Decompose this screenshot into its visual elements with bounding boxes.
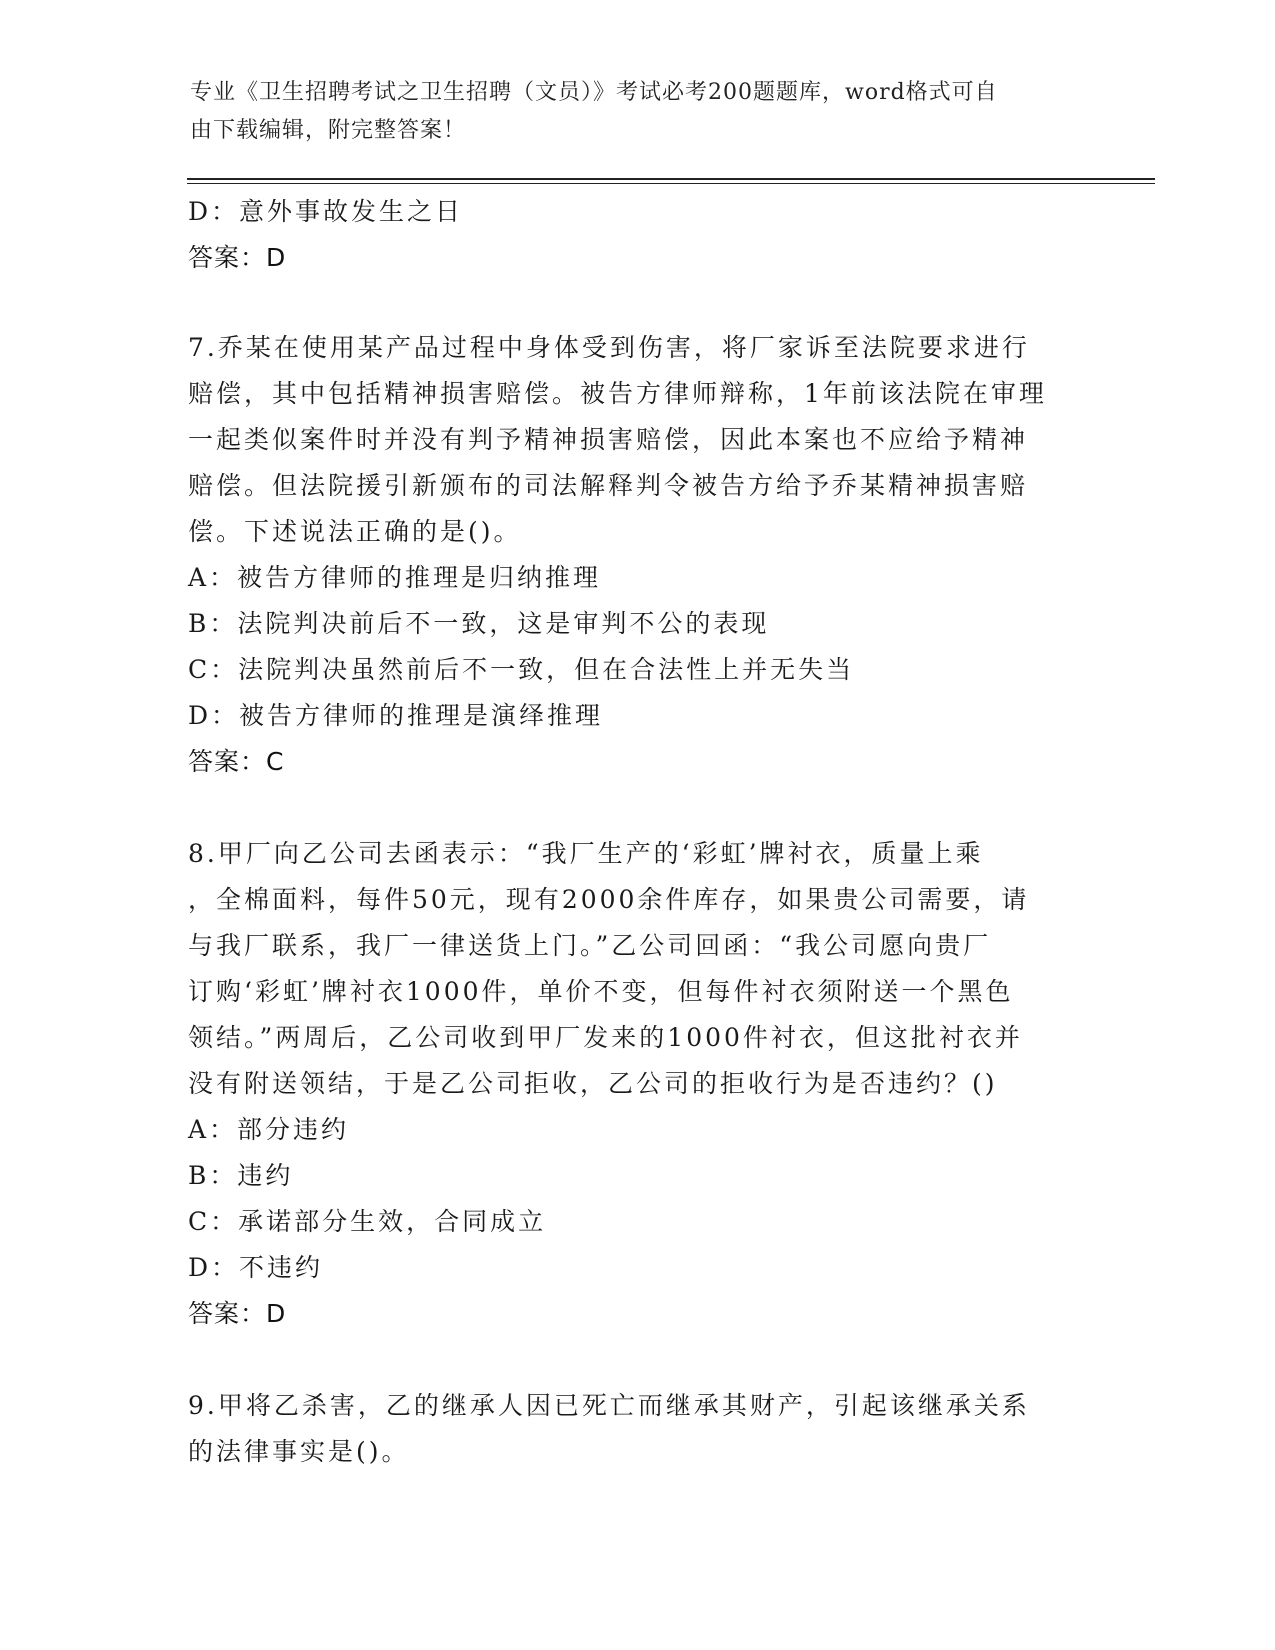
option-d: D：不违约 bbox=[188, 1253, 324, 1282]
question-text-line: 没有附送领结，于是乙公司拒收，乙公司的拒收行为是否违约？() bbox=[188, 1069, 998, 1098]
option-d: D：被告方律师的推理是演绎推理 bbox=[188, 701, 604, 730]
question-text-line: 8.甲厂向乙公司去函表示：“我厂生产的‘彩虹’牌衬衣，质量上乘 bbox=[188, 839, 984, 868]
header-divider-thick bbox=[187, 178, 1155, 180]
question-6-tail bbox=[188, 189, 1088, 281]
spacer bbox=[188, 785, 1088, 831]
option-a: A：被告方律师的推理是归纳推理 bbox=[188, 563, 602, 592]
spacer bbox=[188, 281, 1088, 325]
question-text-line: 的法律事实是()。 bbox=[188, 1437, 410, 1466]
question-text-line: 领结。”两周后，乙公司收到甲厂发来的1000件衬衣，但这批衬衣并 bbox=[188, 1023, 1023, 1052]
page-header bbox=[190, 74, 1090, 150]
option-c: C：法院判决虽然前后不一致，但在合法性上并无失当 bbox=[188, 655, 855, 684]
spacer bbox=[188, 1337, 1088, 1383]
question-7 bbox=[188, 325, 1088, 785]
question-text-line: 偿。下述说法正确的是()。 bbox=[188, 517, 522, 546]
option-a: A：部分违约 bbox=[188, 1115, 350, 1144]
question-text-line: 赔偿。但法院援引新颁布的司法解释判令被告方给予乔某精神损害赔 bbox=[188, 471, 1029, 500]
answer-line: 答案：D bbox=[188, 1299, 287, 1328]
question-text-line: 赔偿，其中包括精神损害赔偿。被告方律师辩称，1年前该法院在审理 bbox=[188, 379, 1047, 408]
option-c: C：承诺部分生效，合同成立 bbox=[188, 1207, 547, 1236]
option-b: B：违约 bbox=[188, 1161, 294, 1190]
header-line-2: 由下载编辑，附完整答案！ bbox=[190, 118, 467, 143]
answer-line: 答案：D bbox=[188, 243, 287, 272]
question-text-line: 9.甲将乙杀害，乙的继承人因已死亡而继承其财产，引起该继承关系 bbox=[188, 1391, 1030, 1420]
answer-line: 答案：C bbox=[188, 747, 285, 776]
question-text-line: 与我厂联系，我厂一律送货上门。”乙公司回函：“我公司愿向贵厂 bbox=[188, 931, 992, 960]
option-b: B：法院判决前后不一致，这是审判不公的表现 bbox=[188, 609, 770, 638]
question-text-line: 一起类似案件时并没有判予精神损害赔偿，因此本案也不应给予精神 bbox=[188, 425, 1029, 454]
question-9 bbox=[188, 1383, 1088, 1475]
header-divider-thin bbox=[187, 183, 1155, 184]
document-body bbox=[188, 189, 1088, 1475]
question-text-line: 订购‘彩虹’牌衬衣1000件，单价不变，但每件衬衣须附送一个黑色 bbox=[188, 977, 1014, 1006]
question-8 bbox=[188, 831, 1088, 1337]
question-text-line: ，全棉面料，每件50元，现有2000余件库存，如果贵公司需要，请 bbox=[188, 885, 1030, 914]
question-text-line: 7.乔某在使用某产品过程中身体受到伤害，将厂家诉至法院要求进行 bbox=[188, 333, 1030, 362]
option-d: D：意外事故发生之日 bbox=[188, 197, 464, 226]
header-line-1: 专业《卫生招聘考试之卫生招聘（文员）》考试必考200题题库，word格式可自 bbox=[190, 80, 998, 105]
